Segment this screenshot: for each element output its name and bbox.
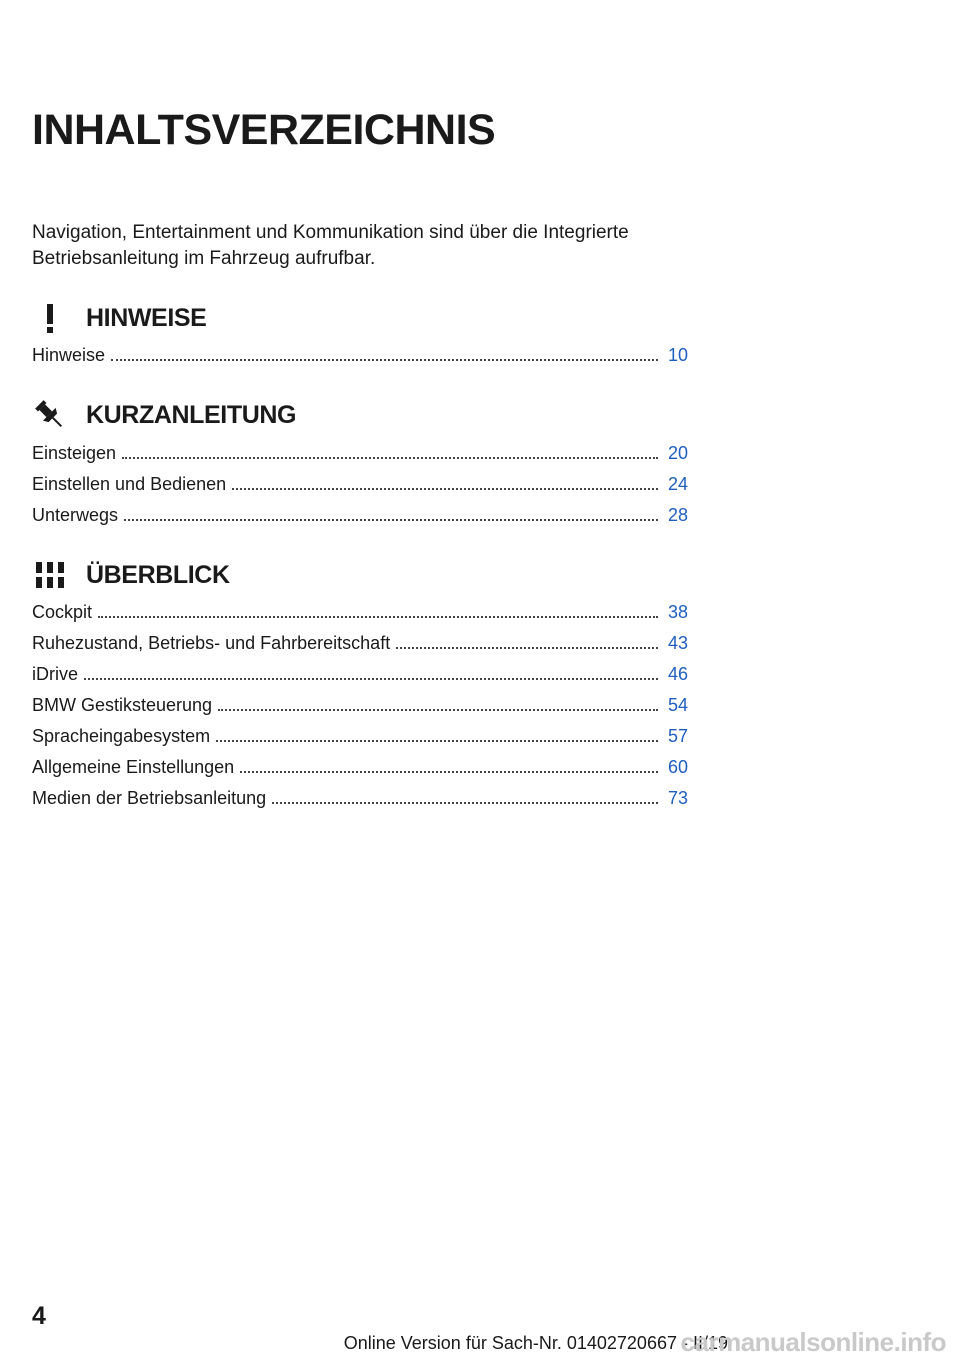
toc-entry-gestiksteuerung[interactable] [32, 692, 688, 716]
toc-entry-label: Ruhezustand, Betriebs- und Fahrbereitschaft [32, 633, 391, 653]
section-header-kurzanleitung [32, 397, 692, 433]
dot-leader [111, 359, 658, 361]
page-title: INHALTSVERZEICHNIS [32, 106, 496, 154]
section-header-hinweise [32, 300, 692, 336]
toc-entry-label: BMW Gestiksteuerung [32, 695, 213, 715]
toc-entry-ruhezustand[interactable] [32, 630, 688, 654]
toc-page-link[interactable]: 28 [667, 505, 688, 525]
dot-leader [124, 519, 658, 521]
toc-entry-label: Einstellen und Bedienen [32, 474, 227, 494]
toc-entry-label: iDrive [32, 664, 79, 684]
toc-entry-label: Unterwegs [32, 505, 119, 525]
footer-version-note: Online Version für Sach-Nr. 01402720667 - II/19 [343, 1333, 728, 1353]
toc-entry-medien[interactable] [32, 785, 688, 809]
toc-page-link[interactable]: 60 [667, 757, 688, 777]
toc-page-link[interactable]: 73 [667, 788, 688, 808]
page-number: 4 [32, 1302, 46, 1330]
toc-page-link[interactable]: 10 [667, 345, 688, 365]
dot-leader [396, 647, 658, 649]
exclamation-icon [32, 300, 68, 336]
toc-page-link[interactable]: 43 [667, 633, 688, 653]
toc-page-link[interactable]: 57 [667, 726, 688, 746]
grid-icon [32, 557, 68, 593]
toc-entry-spracheingabesystem[interactable] [32, 723, 688, 747]
section-title: HINWEISE [86, 303, 207, 332]
toc-entry-label: Medien der Betriebsanleitung [32, 788, 267, 808]
toc-entry-einstellen-und-bedienen[interactable] [32, 471, 688, 495]
dot-leader [122, 457, 658, 459]
watermark: carmanualsonline.info [680, 1327, 946, 1357]
dot-leader [272, 802, 658, 804]
toc-entry-allgemeine-einstellungen[interactable] [32, 754, 688, 778]
toc-entry-cockpit[interactable] [32, 599, 688, 623]
toc-entry-label: Spracheingabesystem [32, 726, 211, 746]
toc-entry-hinweise[interactable] [32, 342, 688, 366]
toc-entry-idrive[interactable] [32, 661, 688, 685]
section-header-ueberblick [32, 557, 692, 593]
dot-leader [84, 678, 658, 680]
toc-page-link[interactable]: 20 [667, 443, 688, 463]
toc-page-link[interactable]: 46 [667, 664, 688, 684]
dot-leader [240, 771, 658, 773]
toc-page-link[interactable]: 38 [667, 602, 688, 622]
dot-leader [232, 488, 658, 490]
pin-icon [32, 397, 68, 433]
intro-text: Navigation, Entertainment und Kommunikation sind über die Integrierte Betriebsanleitung im Fahrzeug aufrufbar. [32, 222, 629, 269]
section-title: ÜBERBLICK [86, 560, 230, 589]
toc-page-link[interactable]: 24 [667, 474, 688, 494]
section-title: KURZANLEITUNG [86, 400, 297, 429]
toc-entry-label: Einsteigen [32, 443, 117, 463]
toc-entry-label: Allgemeine Einstellungen [32, 757, 235, 777]
toc-entry-label: Hinweise [32, 345, 106, 365]
dot-leader [98, 616, 658, 618]
dot-leader [218, 709, 658, 711]
dot-leader [216, 740, 658, 742]
toc-entry-einsteigen[interactable] [32, 440, 688, 464]
toc-page-link[interactable]: 54 [667, 695, 688, 715]
toc-entry-label: Cockpit [32, 602, 93, 622]
toc-entry-unterwegs[interactable] [32, 502, 688, 526]
